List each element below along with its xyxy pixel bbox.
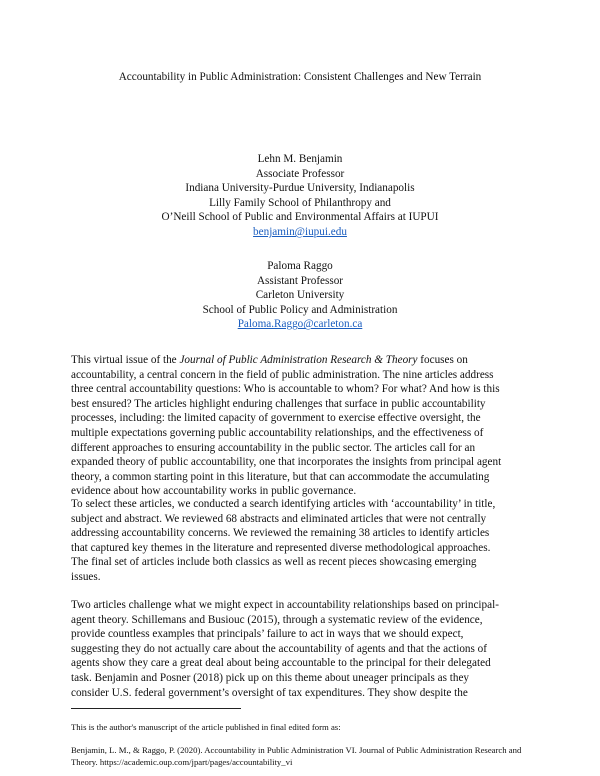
author-block-benjamin (0, 152, 600, 240)
author-email-link[interactable]: benjamin@iupui.edu (253, 225, 347, 238)
paragraph-line: expanded theory of public accountability, one that incorporates the insights from principal agent (71, 456, 502, 469)
footnote-divider (71, 708, 241, 709)
paragraph-line: agent theory. Schillemans and Busiouc (2015), through a systematic review of the evidence, (71, 613, 483, 626)
paragraph-line: Two articles challenge what we might expect in accountability relationships based on principal- (71, 599, 499, 611)
author-affiliation-line: Carleton University (255, 289, 345, 302)
footnote-citation (71, 745, 521, 768)
author-block-raggo (0, 259, 600, 332)
footnote-line: Theory. https://academic.oup.com/jpart/pages/accountability_vi (71, 756, 293, 767)
paragraph-line: agents show they care a great deal about being accountable to the principal for their delegated (71, 657, 491, 670)
author-name: Lehn M. Benjamin (257, 153, 343, 165)
paragraph-line: that captured key themes in the literature and represented diverse methodological approaches. (71, 541, 491, 554)
paragraph-line: provide countless examples that principals’ failure to act in ways that we should expect, (71, 628, 464, 641)
paragraph-line: issues. (71, 570, 101, 583)
paragraph-line: To select these articles, we conducted a search identifying articles with ‘accountability’ in title, (71, 498, 496, 510)
author-affiliation-line: School of Public Policy and Administration (202, 303, 398, 316)
paragraph-line: consider U.S. federal government’s oversight of tax expenditures. They show despite the (71, 686, 468, 699)
author-affiliation-line: Assistant Professor (256, 274, 344, 287)
paragraph-line: three central accountability questions: Who is accountable to whom? For what? And how is this (71, 383, 500, 396)
author-affiliation-line: Associate Professor (255, 167, 345, 180)
paragraph-line: multiple expectations governing public accountability relationships, and the effectiveness of (71, 426, 484, 439)
author-affiliation-line: Lilly Family School of Philanthropy and (209, 196, 391, 209)
paragraph-line: The final set of articles include both classics as well as recent pieces showcasing emerging (71, 556, 477, 569)
paragraph-line: suggesting they do not actually care about the accountability of agents and that the actions of (71, 642, 487, 655)
footnote-line: Benjamin, L. M., & Raggo, P. (2020). Accountability in Public Administration VI. Journal of Public Administration Research and (71, 745, 522, 755)
body-paragraph-principal-agent (71, 598, 533, 700)
paper-title: Accountability in Public Administration: Consistent Challenges and New Terrain (118, 71, 482, 83)
author-name: Paloma Raggo (267, 260, 333, 272)
author-email-link[interactable]: Paloma.Raggo@carleton.ca (237, 318, 363, 331)
paragraph-line: task. Benjamin and Posner (2018) pick up on this theme about uneager principals as they (71, 671, 469, 684)
paragraph-line: This virtual issue of the Journal of Public Administration Research & Theory focuses on (71, 354, 468, 366)
paragraph-line: accountability, a central concern in the field of public administration. The nine articles address (71, 368, 494, 381)
author-affiliation-line: Indiana University-Purdue University, Indianapolis (185, 182, 415, 195)
footnote-line: This is the author's manuscript of the article published in final edited form as: (71, 722, 341, 732)
body-paragraph-intro (71, 353, 533, 499)
paragraph-line: subject and abstract. We reviewed 68 abstracts and eliminated articles that were not centrally (71, 512, 487, 525)
author-affiliation-line: O’Neill School of Public and Environmental Affairs at IUPUI (161, 211, 439, 224)
body-paragraph-selection (71, 497, 533, 585)
paragraph-line: different approaches to ensuring accountability in the public sector. The articles call for an (71, 441, 476, 454)
paragraph-line: evidence about how accountability works in public governance. (71, 485, 357, 498)
footnote-manuscript-note (71, 722, 341, 734)
paragraph-line: theory, a common starting point in this literature, but that can accommodate the accumulating (71, 470, 490, 483)
paragraph-line: addressing accountability concerns. We reviewed the remaining 38 articles to identify articles (71, 527, 490, 540)
journal-title: Journal of Public Administration Research & Theory (179, 354, 418, 366)
paragraph-line: processes, including: the limited capacity of government to exercise effective oversight, the (71, 412, 481, 425)
paragraph-line: best ensured? The articles highlight enduring challenges that surface in public accountability (71, 397, 486, 410)
